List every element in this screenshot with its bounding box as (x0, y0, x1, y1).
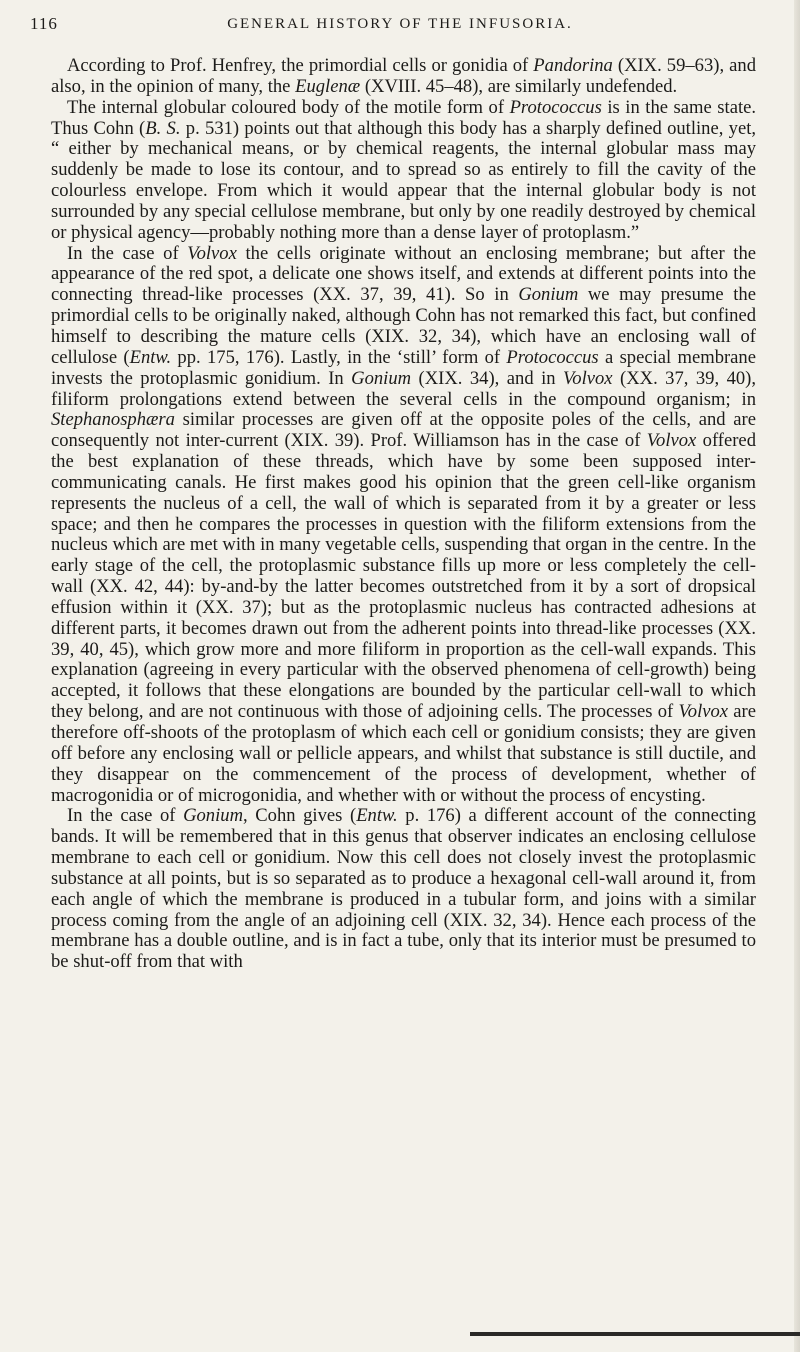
text-run: According to Prof. Henfrey, the primordial cells or gonidia of (67, 55, 534, 76)
text-run: p. 531) points out that although this body has a sharply defined outline, yet, “ either by mechanical means, or by chemical reagents, the internal globular mass may suddenly be made to lose its contour, and to spread so as entirely to fill the cavity of the colourless envelope. From which it would appear that the internal globular body is not surrounded by any special cellulose membrane, but only by one readily destroyed by chemical or physical agency—probably nothing more than a dense layer of protoplasm.” (51, 117, 757, 243)
italic-term: Volvox (563, 367, 613, 389)
paragraph (51, 806, 756, 973)
body-text (51, 56, 756, 973)
paragraph (51, 56, 756, 98)
page-number: 116 (30, 14, 58, 33)
italic-term: Gonium (183, 805, 243, 827)
paragraph (51, 244, 756, 807)
text-run: (XIX. 59–63), and also, in the opinion of many, the (51, 55, 756, 97)
text-run: In the case of (67, 805, 184, 827)
text-run: (XX. 37, 39, 40), filiform prolongations extend between the several cells in the compound organism; in (51, 367, 757, 410)
text-run: are therefore off-shoots of the protoplasm of which each cell or gonidium consists; they are given off before any enclosing wall or pellicle appears, and whilst that substance is still ductile, and they disappear on the commencement of the process of development, whether of macrogonidia or of microgonidia, and whether with or without the process of encysting. (51, 701, 756, 806)
text-run: offered the best explanation of these threads, which have by some been supposed inter-communicating canals. He first makes good his opinion that the green cell-like organism represents the nucleus of a cell, the wall of which is separated from it by a greater or less space; and then he compares the processes in question with the filiform extensions from the nucleus which are met with in many vegetable cells, suspending that organ in the centre. In the early stage of the cell, the protoplasmic substance fills up more or less completely the cell-wall (XX. 42, 44): by-and-by the latter becomes outstretched from it by a sort of dropsical effusion within it (XX. 37); but as the protoplasmic nucleus has contracted adhesions at different parts, it becomes drawn out from the adherent points into thread-like processes (XX. 39, 40, 45), which grow more and more filiform in proportion as the cell-wall expands. This explanation (agreeing in every particular with the observed phenomena of cell-growth) being accepted, it follows that these elongations are bounded by the particular cell-wall to which they belong, and are not continuous with those of adjoining cells. The processes of (51, 430, 756, 723)
italic-term: Gonium (351, 367, 412, 389)
text-run: the cells originate without an enclosing membrane; but after the appearance of the red spot, a delicate one shows itself, and extends at different points into the connecting thread-like processes (XX. 37, 39, 41). So in (51, 242, 756, 306)
text-run: we may presume the primordial cells to be originally naked, although Cohn has not remarked this fact, but confined himself to describing the mature cells (XIX. 32, 34), which have an enclosing wall of cellulose ( (51, 284, 756, 368)
italic-term: Gonium (518, 284, 579, 306)
text-run: p. 176) a different account of the connecting bands. It will be remembered that in this genus that observer indicates an enclosing cellulose membrane to each cell or gonidium. Now this cell does not closely invest the protoplasmic substance at all points, but is so separated as to produce a hexagonal cell-wall around it, from each angle of which the membrane is produced in a tubular form, and joins with a similar process coming from the angle of an adjoining cell (XIX. 32, 34). Hence each process of the membrane has a double outline, and is in fact a tube, only that its interior must be presumed to be shut-off from that with (51, 805, 757, 973)
text-run: (XVIII. 45–48), are similarly undefended. (360, 75, 678, 97)
italic-term: Volvox (187, 242, 237, 264)
italic-term: B. S. (145, 117, 181, 139)
running-head: GENERAL HISTORY OF THE INFUSORIA. (227, 16, 573, 32)
text-run: In the case of (67, 242, 188, 264)
page-header (30, 14, 770, 44)
italic-term: Stephanosphæra (51, 409, 175, 431)
italic-term: Entw. (356, 805, 398, 827)
italic-term: Protococcus (506, 346, 599, 368)
paragraph (51, 98, 756, 244)
italic-term: Volvox (646, 430, 697, 452)
bottom-rule (470, 1332, 800, 1336)
text-run: , Cohn gives ( (243, 805, 357, 827)
text-run: similar processes are given off at the opposite poles of the cells, and are consequently not inter-current (XIX. 39). Prof. Williamson has in the case of (51, 409, 756, 452)
page-edge (794, 0, 800, 1352)
text-run: a special membrane invests the protoplasmic gonidium. In (51, 346, 756, 389)
italic-term: Volvox (678, 701, 729, 723)
text-run: pp. 175, 176). Lastly, in the ‘still’ form of (171, 346, 507, 368)
text-run: (XIX. 34), and in (411, 367, 563, 389)
italic-term: Entw. (129, 346, 172, 368)
text-run: is in the same state. Thus Cohn ( (51, 96, 757, 139)
text-run: The internal globular coloured body of the motile form of (67, 96, 510, 118)
italic-term: Pandorina (533, 55, 613, 76)
italic-term: Euglenæ (295, 75, 361, 97)
italic-term: Protococcus (509, 96, 602, 118)
